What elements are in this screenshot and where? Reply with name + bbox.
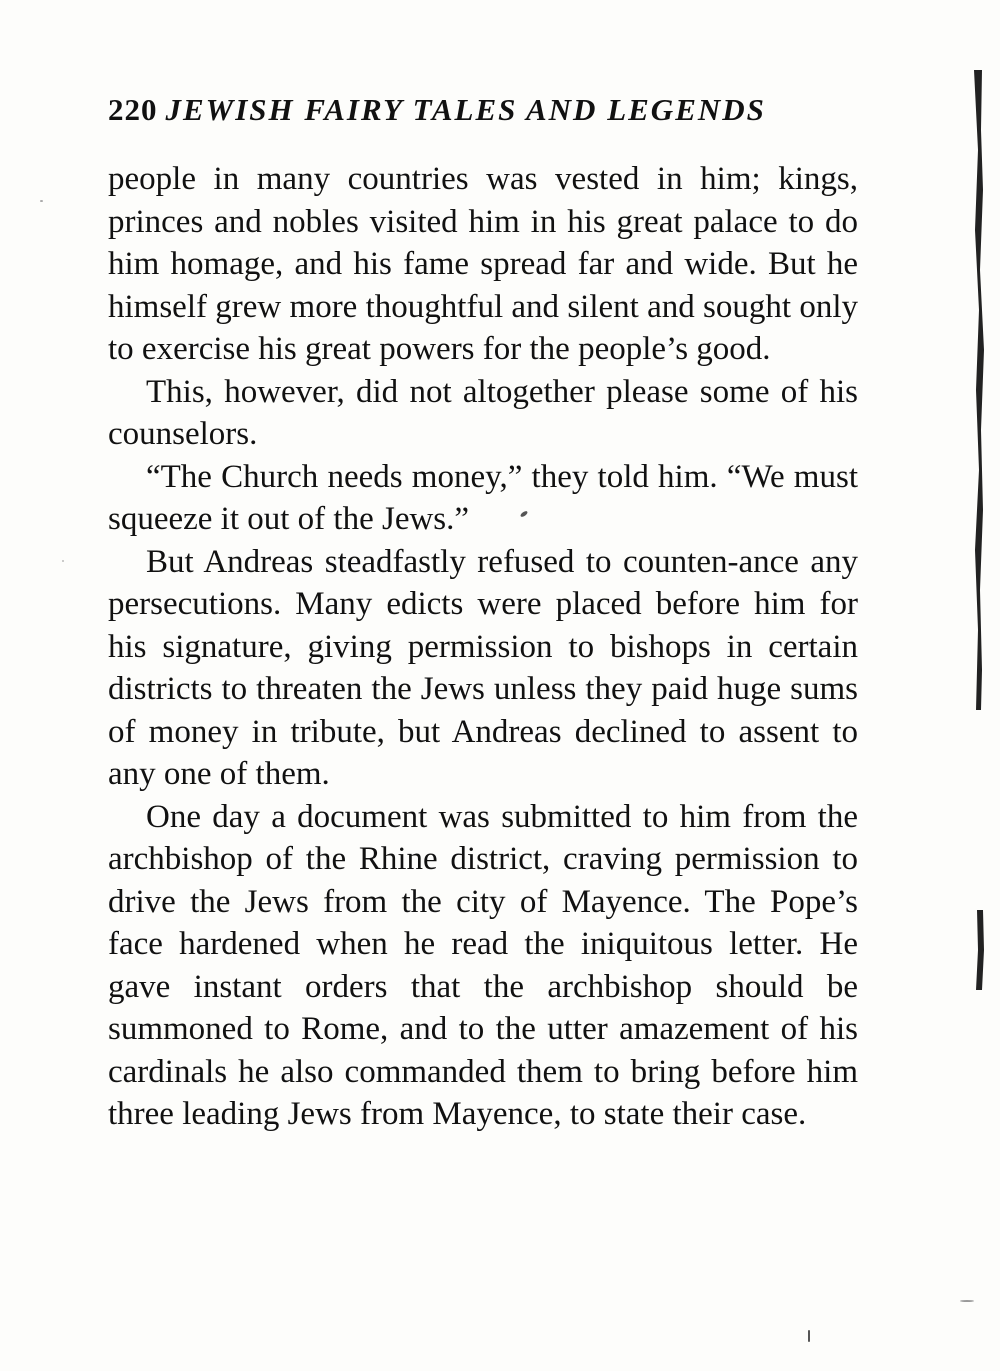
paragraph-andreas-refused: But Andreas steadfastly refused to counten-ance any persecutions. Many edicts were placed before him for his signature, giving permission to bishops in certain districts to threaten the Jews unless they paid huge sums of money in tribute, but Andreas declined to assent to any one of them. (108, 543, 858, 792)
body-text (108, 158, 858, 1136)
binding-edge-shadow (968, 70, 988, 710)
running-title: JEWISH FAIRY TALES AND LEGENDS (165, 92, 766, 127)
binding-edge-shadow-lower (970, 910, 988, 990)
scan-speck (808, 1330, 810, 1342)
paragraph-document-submitted: One day a document was submitted to him from the archbishop of the Rhine district, craving permission to drive the Jews from the city of Mayence. The Pope’s face hardened when he read the iniquitous letter. He gave instant orders that the archbishop should be summoned to Rome, and to the utter amazement of his cardinals he also commanded them to bring before him three leading Jews from Mayence, to state their case. (108, 798, 858, 1132)
paragraph-continuation: people in many countries was vested in him; kings, princes and nobles visited him in his great palace to do him homage, and his fame spread far and wide. But he himself grew more thoughtful and silent and sought only to exercise his great powers for the people’s good. (108, 161, 858, 367)
scan-speck (960, 1300, 974, 1302)
running-header (108, 92, 858, 128)
page-number: 220 (108, 92, 158, 127)
paragraph-church-needs-money: “The Church needs money,” they told him. “We must squeeze it out of the Jews.” (108, 458, 858, 537)
paragraph-counselors: This, however, did not altogether please some of his counselors. (108, 373, 858, 452)
scan-speck (40, 200, 43, 202)
scan-speck (62, 560, 64, 562)
